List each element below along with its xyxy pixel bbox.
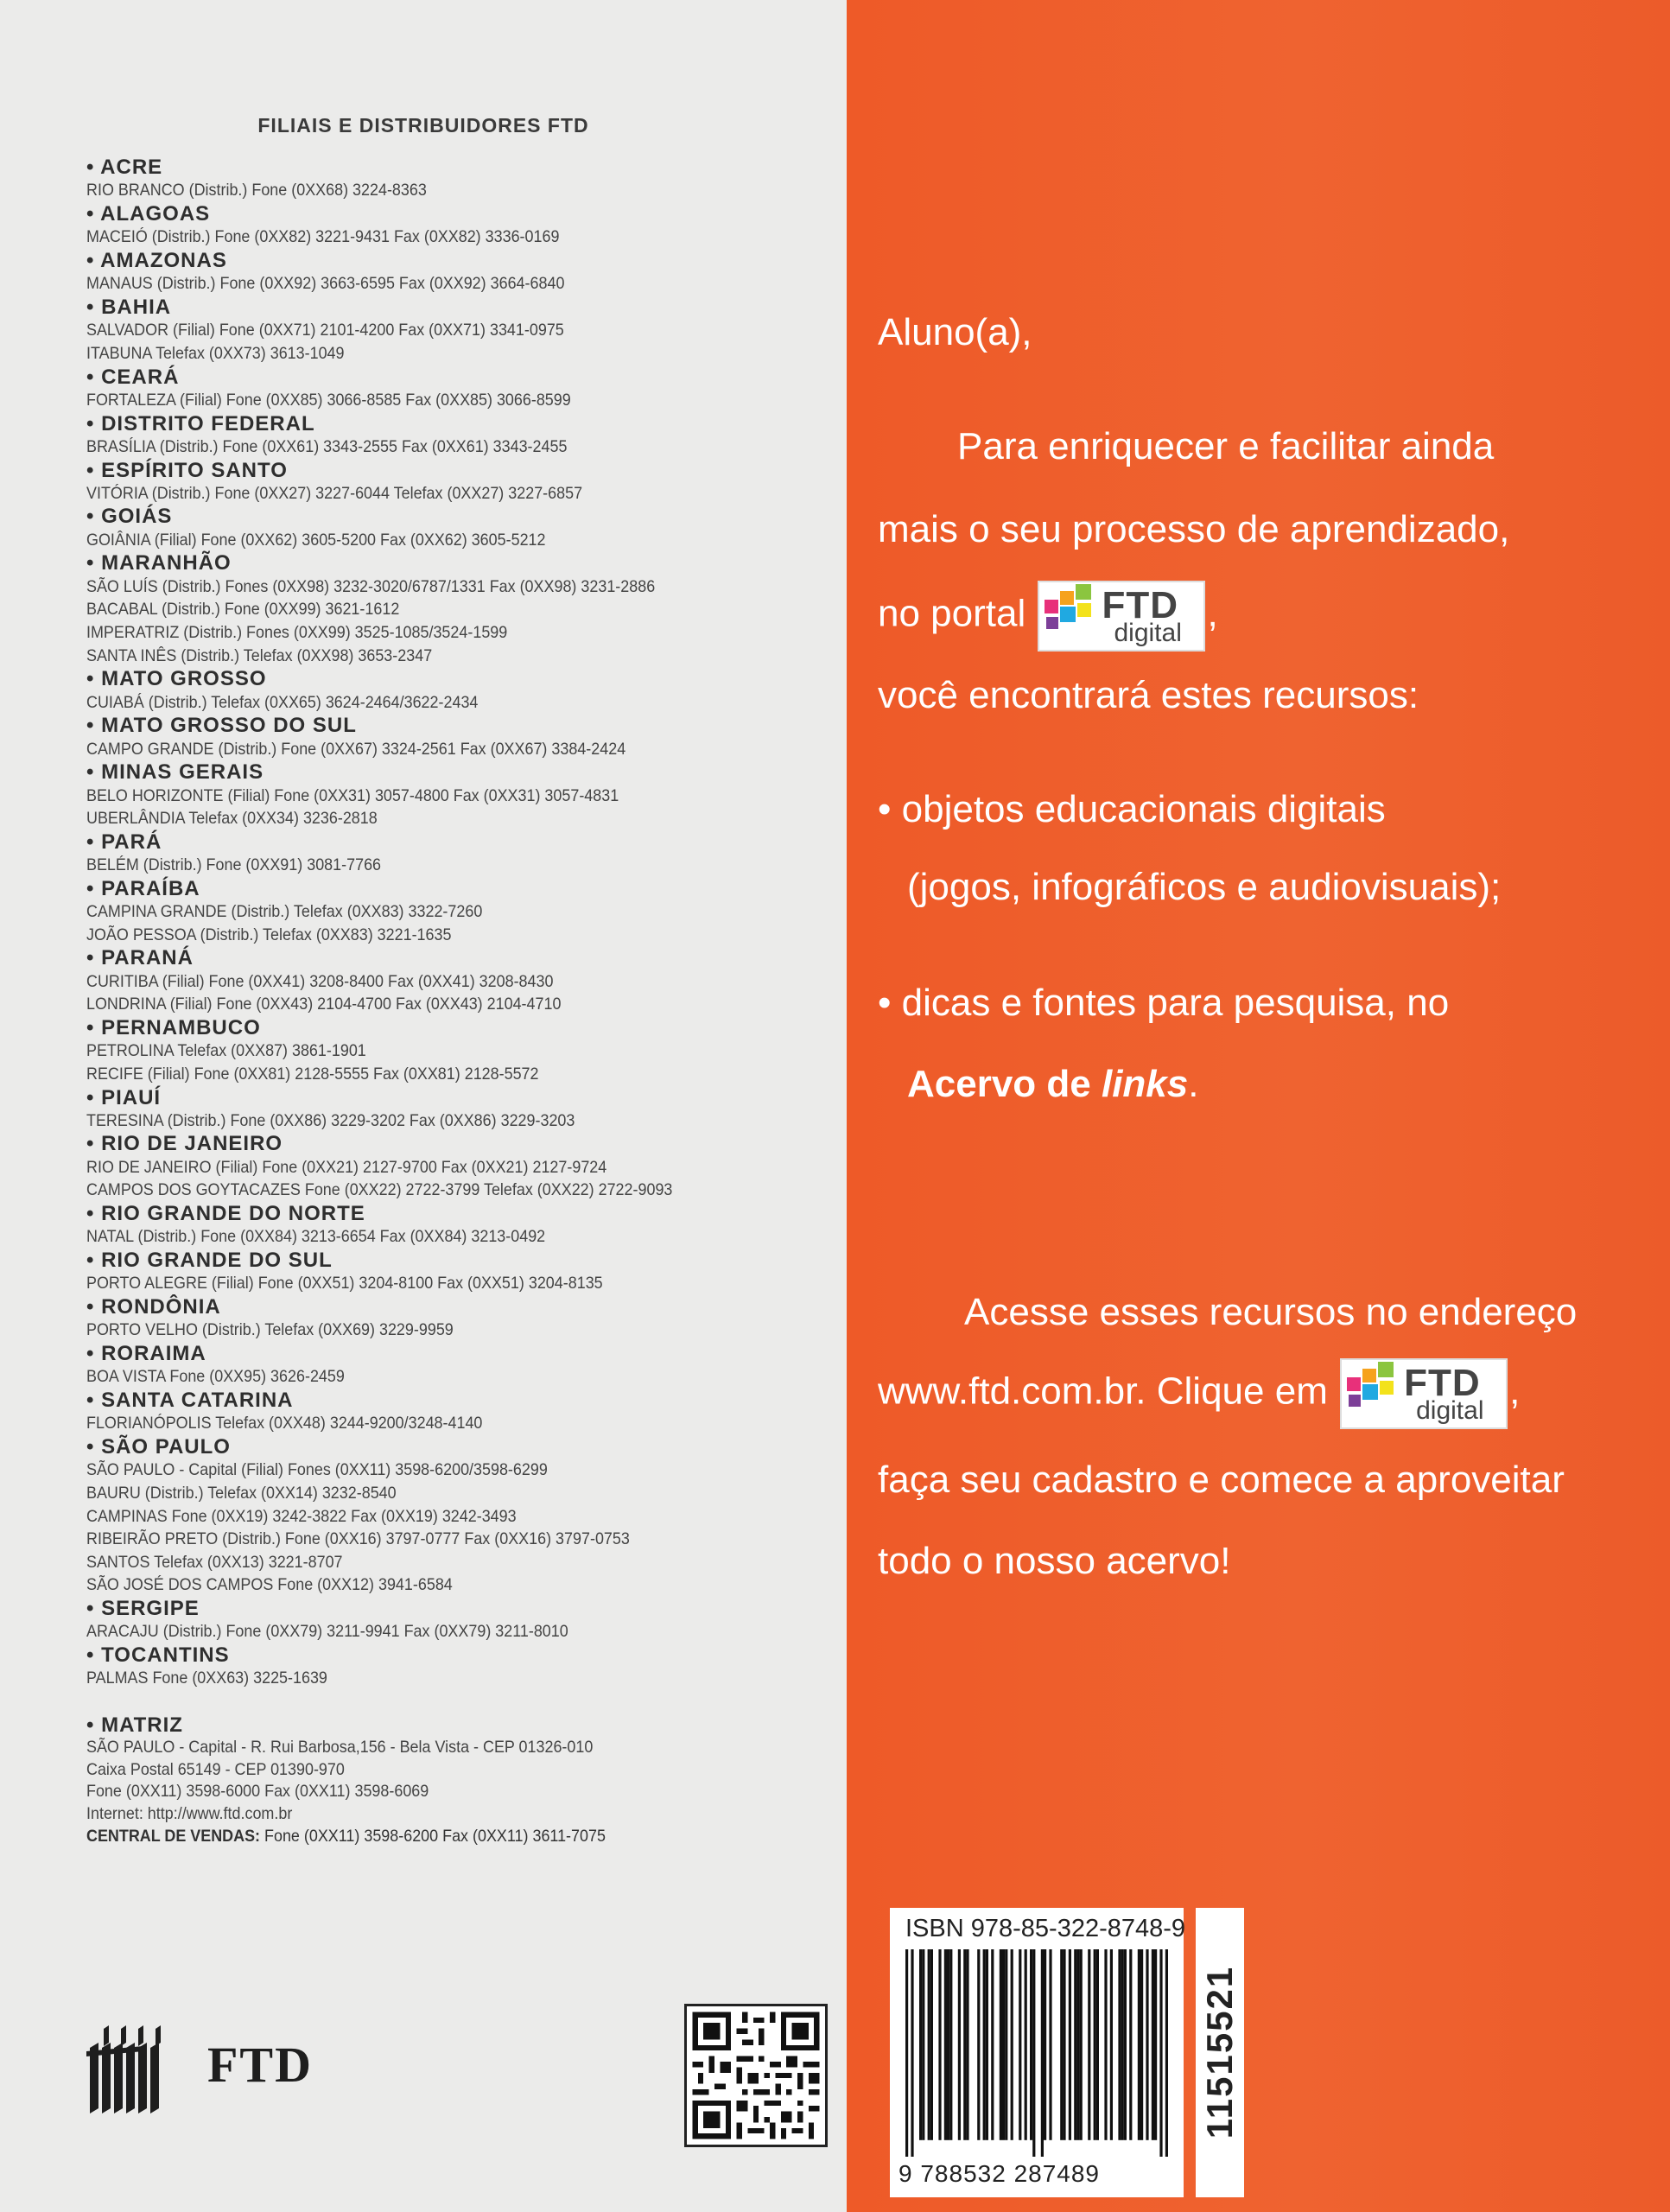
barcode-bar (1044, 1949, 1046, 2140)
distributor-entry: UBERLÂNDIA Telefax (0XX34) 3236-2818 (86, 809, 378, 829)
barcode-bar (958, 1949, 961, 2140)
message-panel (847, 0, 1670, 2212)
badge-ftd-text: FTD (1404, 1362, 1481, 1404)
bullet1-text: objetos educacionais digitais (901, 788, 1386, 830)
state-heading: • PARAÍBA (86, 876, 200, 900)
distributor-entry: ARACAJU (Distrib.) Fone (0XX79) 3211-9941 Fax (0XX79) 3211-8010 (86, 1622, 568, 1642)
barcode-bar (1165, 1949, 1168, 2157)
distributor-entry: CAMPOS DOS GOYTACAZES Fone (0XX22) 2722-3799 Telefax (0XX22) 2722-9093 (86, 1180, 673, 1200)
barcode-bar (1121, 1949, 1124, 2140)
distributor-entry: BACABAL (Distrib.) Fone (0XX99) 3621-1612 (86, 600, 400, 620)
distributor-entry: SÃO LUÍS (Distrib.) Fones (0XX98) 3232-3020/6787/1331 Fax (0XX98) 3231-2886 (86, 576, 656, 596)
barcode-bar (1002, 1949, 1005, 2140)
distributor-entry: MACEIÓ (Distrib.) Fone (0XX82) 3221-9431 Fax (0XX82) 3336-0169 (86, 227, 560, 247)
headquarters-address: SÃO PAULO - Capital - R. Rui Barbosa,156 - Bela Vista - CEP 01326-010 (86, 1738, 594, 1758)
barcode-bar (1140, 1949, 1143, 2140)
sales-center-phone: Fone (0XX11) 3598-6200 Fax (0XX11) 3611-7075 (260, 1827, 606, 1847)
state-heading: • ACRE (86, 156, 163, 179)
state-heading: • PARÁ (86, 830, 162, 854)
distributor-entry: CUIABÁ (Distrib.) Telefax (0XX65) 3624-2464/3622-2434 (86, 692, 479, 712)
state-heading: • CEARÁ (86, 365, 180, 389)
barcode-bar (1074, 1949, 1076, 2140)
badge-digital-text: digital (1416, 1396, 1484, 1425)
barcode-bar (1152, 1949, 1154, 2140)
barcode-bar (1096, 1949, 1099, 2140)
badge-ftd-text: FTD (1102, 584, 1178, 626)
distributor-entry: CAMPINAS Fone (0XX19) 3242-3822 Fax (0XX19) 3242-3493 (86, 1506, 517, 1526)
distributor-entry: SÃO PAULO - Capital (Filial) Fones (0XX11) 3598-6200/3598-6299 (86, 1460, 548, 1480)
barcode-bar (1124, 1949, 1127, 2140)
distributor-entry: BAURU (Distrib.) Telefax (0XX14) 3232-8540 (86, 1483, 397, 1503)
state-heading: • MARANHÃO (86, 551, 232, 575)
barcode-bar (1129, 1949, 1132, 2140)
state-heading: • MATO GROSSO DO SUL (86, 714, 357, 738)
barcode-bar (922, 1949, 924, 2140)
barcode-bar (1118, 1949, 1121, 2140)
distributor-entry: JOÃO PESSOA (Distrib.) Telefax (0XX83) 3221-1635 (86, 925, 452, 944)
headquarters-heading: • MATRIZ (86, 1713, 183, 1737)
bullet-icon: • (878, 788, 892, 830)
state-heading: • AMAZONAS (86, 248, 227, 272)
sales-center (86, 1825, 770, 1847)
para2-line1: Acesse esses recursos no endereço (964, 1291, 1578, 1333)
barcode-bar (1011, 1949, 1013, 2140)
barcode-bar (911, 1949, 913, 2157)
badge-digital-text: digital (1114, 619, 1182, 647)
distributor-entry: RIBEIRÃO PRETO (Distrib.) Fone (0XX16) 3797-0777 Fax (0XX16) 3797-0753 (86, 1529, 630, 1549)
state-heading: • ALAGOAS (86, 201, 211, 226)
barcode-bar (1030, 1949, 1032, 2140)
isbn-label: ISBN 978-85-322-8748-9 (905, 1915, 1186, 1942)
state-heading: • ESPÍRITO SANTO (86, 458, 288, 482)
barcode-bar (949, 1949, 952, 2140)
state-heading: • GOIÁS (86, 505, 173, 529)
barcode-bar (928, 1949, 930, 2140)
para1-line1: Para enriquecer e facilitar ainda (957, 425, 1495, 467)
state-heading: • PIAUÍ (86, 1085, 162, 1109)
distributor-entry: MANAUS (Distrib.) Fone (0XX92) 3663-6595 Fax (0XX92) 3664-6840 (86, 274, 565, 294)
distributor-entry: CAMPINA GRANDE (Distrib.) Telefax (0XX83) 3322-7260 (86, 902, 483, 922)
barcode-bar (1146, 1949, 1148, 2140)
isbn-barcode (890, 1908, 1184, 2197)
url-text: www.ftd.com.br. Clique em (878, 1370, 1328, 1413)
state-heading: • SÃO PAULO (86, 1434, 231, 1459)
product-code-box (1196, 1908, 1244, 2197)
barcode-bar (1005, 1949, 1007, 2140)
para1-line2: mais o seu processo de aprendizado, (878, 508, 1510, 550)
distributor-entry: TERESINA (Distrib.) Fone (0XX86) 3229-3202 Fax (0XX86) 3229-3203 (86, 1110, 575, 1130)
distributor-entry: RIO DE JANEIRO (Filial) Fone (0XX21) 2127-9700 Fax (0XX21) 2127-9724 (86, 1157, 607, 1177)
barcode-bar (905, 1949, 908, 2157)
barcode-bar (1110, 1949, 1113, 2140)
bullet2-period: . (1188, 1063, 1199, 1105)
state-heading: • SANTA CATARINA (86, 1389, 294, 1412)
distributor-entry: BOA VISTA Fone (0XX95) 3626-2459 (86, 1367, 345, 1387)
bullet2-text: dicas e fontes para pesquisa, no (901, 982, 1450, 1024)
barcode-bar (1076, 1949, 1079, 2140)
barcode-bar (1063, 1949, 1065, 2140)
barcode-bar (1094, 1949, 1096, 2140)
state-heading: • MATO GROSSO (86, 667, 267, 691)
barcode-bar (1138, 1949, 1140, 2140)
distributor-entry: PORTO VELHO (Distrib.) Telefax (0XX69) 3229-9959 (86, 1320, 454, 1340)
barcode-bar (938, 1949, 941, 2140)
distributor-entry: RIO BRANCO (Distrib.) Fone (0XX68) 3224-8363 (86, 181, 427, 200)
isbn-digits: 9 788532 287489 (898, 2160, 1100, 2187)
distributor-entry: FLORIANÓPOLIS Telefax (0XX48) 3244-9200/3248-4140 (86, 1414, 483, 1433)
badge-square-yellow (1380, 1381, 1394, 1395)
state-heading: • RORAIMA (86, 1342, 206, 1366)
barcode-bar (944, 1949, 947, 2140)
sales-center-label: CENTRAL DE VENDAS: (86, 1827, 261, 1847)
distributor-entry: BRASÍLIA (Distrib.) Fone (0XX61) 3343-2555 Fax (0XX61) 3343-2455 (86, 436, 568, 456)
distributors-title: FILIAIS E DISTRIBUIDORES FTD (257, 114, 589, 137)
para2-line4: todo o nosso acervo! (878, 1540, 1231, 1582)
barcode-bar (1025, 1949, 1027, 2140)
distributor-entry: SANTA INÊS (Distrib.) Telefax (0XX98) 3653-2347 (86, 645, 433, 665)
headquarters-website[interactable]: Internet: http://www.ftd.com.br (86, 1803, 293, 1823)
bullet2-line1 (878, 982, 1449, 1025)
distributor-entry: SÃO JOSÉ DOS CAMPOS Fone (0XX12) 3941-6584 (86, 1575, 453, 1595)
badge-square-blue (1362, 1384, 1378, 1400)
barcode-bar (1019, 1949, 1021, 2140)
state-heading: • BAHIA (86, 295, 172, 319)
barcode-bar (977, 1949, 980, 2140)
distributor-entry: IMPERATRIZ (Distrib.) Fones (0XX99) 3525-1085/3524-1599 (86, 623, 508, 643)
distributor-entry: ITABUNA Telefax (0XX73) 3613-1049 (86, 343, 345, 363)
distributor-entry: RECIFE (Filial) Fone (0XX81) 2128-5555 Fax (0XX81) 2128-5572 (86, 1064, 539, 1084)
ftd-digital-badge[interactable] (1340, 1358, 1508, 1429)
books-logo-icon (86, 2022, 199, 2117)
badge-square-blue (1060, 607, 1076, 622)
distributor-entry: NATAL (Distrib.) Fone (0XX84) 3213-6654 Fax (0XX84) 3213-0492 (86, 1227, 546, 1247)
barcode-bar (991, 1949, 994, 2140)
barcode-bar (919, 1949, 922, 2140)
bullet2-line2 (907, 1063, 1199, 1106)
distributors-list (86, 156, 829, 1690)
bullet-icon: • (878, 982, 892, 1024)
barcode-bar (1000, 1949, 1002, 2140)
distributor-entry: FORTALEZA (Filial) Fone (0XX85) 3066-8585 Fax (0XX85) 3066-8599 (86, 390, 571, 410)
headquarters-block (86, 1713, 829, 1847)
barcode-bar (1060, 1949, 1063, 2140)
state-heading: • RONDÔNIA (86, 1295, 221, 1319)
state-heading: • RIO GRANDE DO NORTE (86, 1202, 365, 1226)
distributor-entry: GOIÂNIA (Filial) Fone (0XX62) 3605-5200 Fax (0XX62) 3605-5212 (86, 530, 546, 550)
para2-line3: faça seu cadastro e comece a aproveitar (878, 1459, 1565, 1501)
state-heading: • RIO GRANDE DO SUL (86, 1249, 333, 1273)
para1-line3 (878, 581, 1218, 652)
badge-square-pink (1347, 1377, 1361, 1391)
product-code: 11515521 (1199, 1965, 1240, 2139)
badge-square-pink (1045, 600, 1058, 613)
acervo-text: Acervo de (907, 1063, 1102, 1105)
distributor-entry: CURITIBA (Filial) Fone (0XX41) 3208-8400 Fax (0XX41) 3208-8430 (86, 971, 554, 991)
para2-line2 (878, 1358, 1520, 1429)
para1-comma: , (1207, 592, 1218, 635)
qr-code-icon (687, 2006, 825, 2145)
badge-square-purple (1349, 1395, 1361, 1407)
barcode-bar (947, 1949, 949, 2140)
badge-square-yellow (1077, 603, 1091, 617)
barcode-bar (966, 1949, 968, 2140)
badge-square-orange (1362, 1369, 1376, 1382)
barcode-bar (1104, 1949, 1107, 2140)
para1-line4: você encontrará estes recursos: (878, 674, 1419, 716)
headquarters-phone: Fone (0XX11) 3598-6000 Fax (0XX11) 3598-6069 (86, 1782, 429, 1802)
distributor-entry: VITÓRIA (Distrib.) Fone (0XX27) 3227-6044 Telefax (0XX27) 3227-6857 (86, 483, 583, 503)
distributor-entry: PETROLINA Telefax (0XX87) 3861-1901 (86, 1041, 366, 1061)
distributor-entry: PORTO ALEGRE (Filial) Fone (0XX51) 3204-8100 Fax (0XX51) 3204-8135 (86, 1274, 603, 1294)
publisher-logo-text: FTD (207, 2037, 313, 2093)
distributor-entry: BELO HORIZONTE (Filial) Fone (0XX31) 3057-4800 Fax (0XX31) 3057-4831 (86, 785, 619, 805)
state-heading: • TOCANTINS (86, 1643, 230, 1667)
portal-text: no portal (878, 592, 1026, 635)
state-heading: • DISTRITO FEDERAL (86, 411, 315, 435)
state-heading: • SERGIPE (86, 1596, 200, 1620)
barcode-bar (1080, 1949, 1083, 2140)
barcode-bar (986, 1949, 988, 2140)
barcode-bar (1041, 1949, 1044, 2157)
qr-code[interactable] (684, 2004, 828, 2147)
ftd-digital-badge[interactable] (1038, 581, 1205, 652)
state-heading: • RIO DE JANEIRO (86, 1132, 283, 1156)
barcode-bar (1088, 1949, 1090, 2140)
barcode-bar (1159, 1949, 1162, 2157)
distributor-entry: SANTOS Telefax (0XX13) 3221-8707 (86, 1552, 343, 1572)
para2-comma: , (1509, 1370, 1521, 1413)
barcode-bar (1069, 1949, 1071, 2140)
distributor-entry: SALVADOR (Filial) Fone (0XX71) 2101-4200 Fax (0XX71) 3341-0975 (86, 321, 564, 340)
bullet1-line1 (878, 788, 1386, 831)
links-text: links (1101, 1063, 1189, 1105)
ftd-publisher-logo (86, 2022, 346, 2117)
headquarters-pobox: Caixa Postal 65149 - CEP 01390-970 (86, 1759, 345, 1779)
state-heading: • MINAS GERAIS (86, 760, 264, 785)
barcode-bar (930, 1949, 933, 2140)
barcode-bar (963, 1949, 966, 2140)
distributor-entry: CAMPO GRANDE (Distrib.) Fone (0XX67) 3324-2561 Fax (0XX67) 3384-2424 (86, 739, 626, 759)
barcode-bar (1154, 1949, 1157, 2140)
distributor-entry: BELÉM (Distrib.) Fone (0XX91) 3081-7766 (86, 855, 382, 875)
distributor-entry: LONDRINA (Filial) Fone (0XX43) 2104-4700 Fax (0XX43) 2104-4710 (86, 995, 562, 1014)
badge-square-orange (1060, 591, 1074, 605)
barcode-icon (905, 1949, 1168, 2157)
badge-square-green (1076, 584, 1091, 600)
distributor-entry: PALMAS Fone (0XX63) 3225-1639 (86, 1669, 327, 1688)
bullet1-line2: (jogos, infográficos e audiovisuais); (907, 866, 1502, 908)
badge-square-purple (1046, 617, 1058, 629)
badge-square-green (1378, 1362, 1394, 1377)
greeting: Aluno(a), (878, 311, 1032, 353)
barcode-bar (983, 1949, 986, 2140)
barcode-bar (1049, 1949, 1051, 2140)
state-heading: • PARANÁ (86, 946, 194, 970)
state-heading: • PERNAMBUCO (86, 1015, 261, 1039)
barcode-bar (1032, 1949, 1035, 2157)
